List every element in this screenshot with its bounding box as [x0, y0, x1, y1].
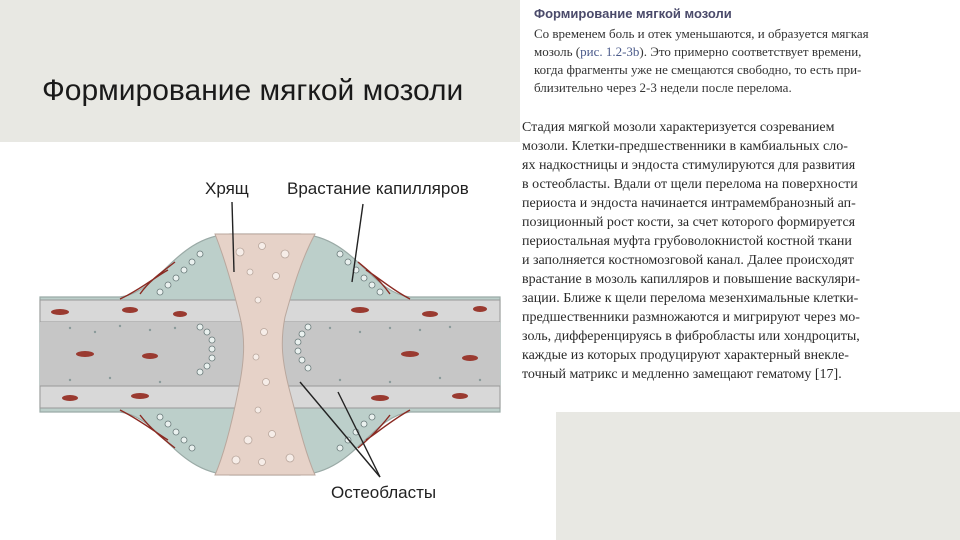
body-line: периоста и эндоста начинается интрамембранозный ап-	[522, 196, 856, 211]
body-line: точный матрикс и медленно замещают гематому [17].	[522, 367, 842, 382]
label-cartilage: Хрящ	[205, 179, 249, 198]
body-line: зации. Ближе к щели перелома мезенхимальные клетки-	[522, 291, 859, 306]
body-line: ях надкостницы и эндоста стимулируются для развития	[522, 158, 856, 173]
excerpt-line: когда фрагменты уже не смещаются свободно, то есть при-	[534, 62, 862, 77]
body-line: каждые из которых продуцируют характерный внекле-	[522, 348, 849, 363]
body-line: предшественники размножаются и мигрируют через мо-	[522, 310, 860, 325]
label-capillaries: Врастание капилляров	[287, 179, 469, 198]
label-osteoblasts: Остеобласты	[331, 483, 437, 502]
body-line: и заполняется костномозговой канал. Далее происходят	[522, 253, 854, 268]
body-line: периостальная муфта грубоволокнистой костной ткани	[522, 234, 852, 249]
body-line: в остеобласты. Вдали от щели перелома на поверхности	[522, 177, 858, 192]
slide-title: Формирование мягкой мозоли	[42, 74, 464, 107]
soft-callus-diagram	[0, 142, 552, 540]
fracture-figure	[0, 142, 552, 540]
title-band	[0, 0, 520, 142]
excerpt-paragraph	[526, 25, 869, 97]
excerpt-text: ). Это примерно соответствует времени,	[639, 44, 862, 59]
body-line: мозоли. Клетки-предшественники в камбиальных сло-	[522, 139, 848, 154]
excerpt-line	[534, 43, 866, 61]
body-paragraph	[522, 118, 952, 384]
body-line: врастание в мозоль капилляров и повышение васкуляри-	[522, 272, 861, 287]
excerpt-heading: Формирование мягкой мозоли	[534, 6, 732, 21]
excerpt-line: близительно через 2-3 недели после перелома.	[534, 80, 792, 95]
bottom-band	[556, 412, 960, 540]
excerpt-text: мозоль (	[534, 44, 581, 59]
excerpt-line: Со временем боль и отек уменьшаются, и образуется мягкая	[534, 26, 869, 41]
body-line: золь, дифференцируясь в фибробласты или хондроциты,	[522, 329, 860, 344]
book-excerpt	[526, 6, 869, 97]
body-line: Стадия мягкой мозоли характеризуется созреванием	[522, 120, 835, 135]
body-line: позиционный рост кости, за счет которого формируется	[522, 215, 856, 230]
figure-reference: рис. 1.2-3b	[580, 44, 640, 59]
